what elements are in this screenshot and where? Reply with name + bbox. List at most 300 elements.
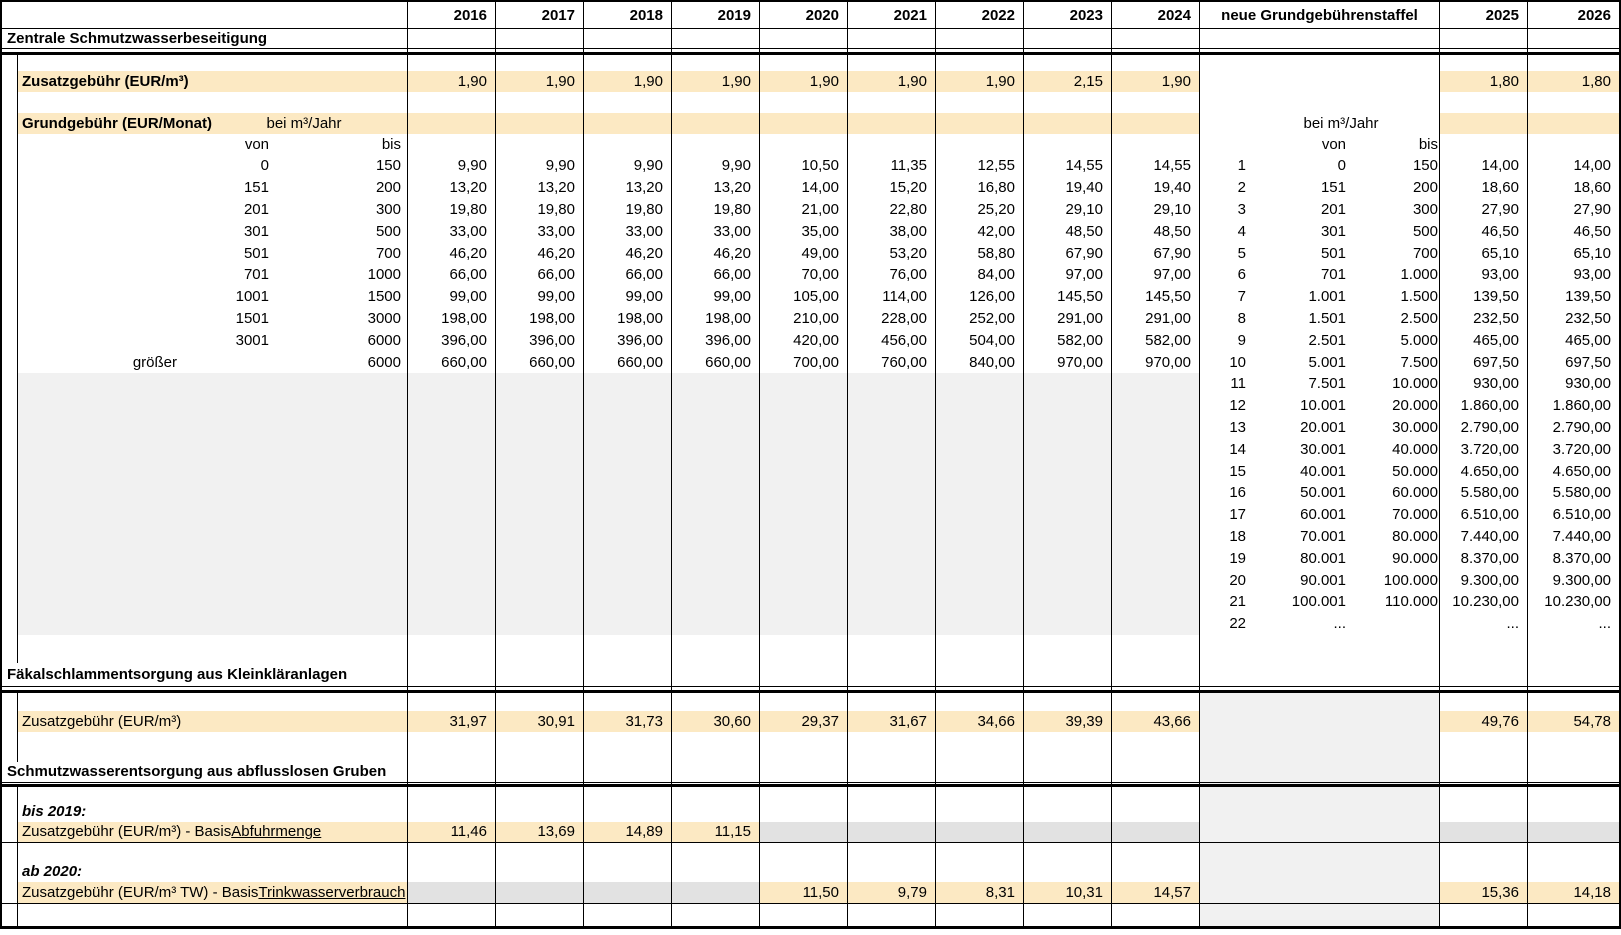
value-cell: 65,10 xyxy=(1440,242,1528,264)
empty-cell xyxy=(672,460,760,482)
empty-cell xyxy=(1112,417,1200,439)
staffel-cell xyxy=(1200,220,1440,242)
value-cell: 65,10 xyxy=(1573,244,1611,262)
value-cell: 14,18 xyxy=(1528,882,1619,903)
empty-cell xyxy=(936,904,1024,926)
empty-cell xyxy=(936,526,1024,548)
label-inner xyxy=(1200,113,1439,134)
empty-cell xyxy=(496,113,584,134)
range-from: 1001 xyxy=(235,288,269,306)
empty-cell xyxy=(496,787,584,802)
empty-cell xyxy=(760,904,848,926)
value-cell: 1,90 xyxy=(760,71,848,92)
tier-row xyxy=(2,504,1619,526)
label-inner xyxy=(18,286,407,308)
range-header-row xyxy=(2,134,1619,155)
empty-cell xyxy=(584,635,672,663)
empty-cell xyxy=(672,92,760,113)
value-cell: 11,50 xyxy=(760,882,848,903)
tier-row xyxy=(2,373,1619,395)
label-inner xyxy=(18,460,407,482)
empty-cell xyxy=(936,732,1024,762)
inactive-cell xyxy=(936,822,1024,842)
value-cell: 14,00 xyxy=(1573,157,1611,175)
tier-row xyxy=(2,199,1619,221)
label-inner xyxy=(1200,286,1439,308)
empty-cell xyxy=(936,55,1024,71)
staffel-cell xyxy=(1200,113,1440,134)
range-to: 3000 xyxy=(367,309,401,327)
empty-cell xyxy=(496,591,584,613)
empty-cell xyxy=(672,569,760,591)
empty-cell xyxy=(1200,92,1440,113)
empty-cell xyxy=(848,862,936,882)
empty-cell xyxy=(1440,29,1528,48)
empty-cell xyxy=(848,460,936,482)
empty-cell xyxy=(672,113,760,134)
empty-cell xyxy=(496,762,584,782)
year-header: 2019 xyxy=(672,2,760,28)
empty-cell xyxy=(408,693,496,711)
empty-cell xyxy=(848,417,936,439)
empty-cell xyxy=(760,862,848,882)
value-cell: 1.860,00 xyxy=(1552,397,1611,415)
label-cell xyxy=(2,862,408,882)
range-to: 1.500 xyxy=(1400,288,1438,306)
value-cell: 1,90 xyxy=(672,71,760,92)
empty-cell xyxy=(936,613,1024,635)
empty-cell xyxy=(1440,663,1528,686)
empty-cell xyxy=(936,49,1024,52)
value-cell: 46,20 xyxy=(672,242,760,264)
range-to: 300 xyxy=(375,200,401,218)
empty-cell xyxy=(1200,882,1440,903)
label-inner xyxy=(1200,242,1439,264)
empty-cell xyxy=(1112,613,1200,635)
blank-row xyxy=(2,92,1619,113)
empty-cell xyxy=(584,134,672,155)
value-cell: 29,37 xyxy=(760,711,848,732)
year-header: 2024 xyxy=(1112,2,1200,28)
tier-row xyxy=(2,308,1619,330)
empty-cell xyxy=(496,687,584,690)
value-cell: 66,00 xyxy=(408,264,496,286)
empty-cell xyxy=(672,29,760,48)
empty-cell xyxy=(1200,843,1440,862)
empty-cell xyxy=(760,802,848,822)
empty-cell xyxy=(584,843,672,862)
empty-cell xyxy=(496,663,584,686)
empty-cell xyxy=(672,438,760,460)
value-cell: 700,00 xyxy=(760,351,848,373)
empty-cell xyxy=(408,55,496,71)
fee-row xyxy=(2,822,1619,843)
empty-cell xyxy=(1112,687,1200,690)
value-cell: 99,00 xyxy=(496,286,584,308)
value-cell: 1,90 xyxy=(936,71,1024,92)
label-cell xyxy=(2,843,408,862)
empty-cell xyxy=(408,460,496,482)
empty-cell xyxy=(672,526,760,548)
empty-cell xyxy=(496,482,584,504)
empty-cell xyxy=(1440,134,1528,155)
range-to: 700 xyxy=(375,244,401,262)
empty-cell xyxy=(1440,787,1528,802)
range-from: 1501 xyxy=(235,309,269,327)
empty-cell xyxy=(1112,762,1200,782)
empty-cell xyxy=(1112,635,1200,663)
empty-cell xyxy=(1200,693,1440,711)
staffel-cell xyxy=(1200,591,1440,613)
tier-number: 9 xyxy=(1237,331,1246,349)
range-to: 70.000 xyxy=(1392,506,1438,524)
range-to: 200 xyxy=(375,179,401,197)
section-title: Fäkalschlammentsorgung aus Kleinkläranlagen xyxy=(7,665,348,683)
empty-cell xyxy=(1024,29,1112,48)
value-cell: 99,00 xyxy=(584,286,672,308)
empty-cell xyxy=(936,92,1024,113)
value-cell: 9,90 xyxy=(672,155,760,177)
value-cell: 126,00 xyxy=(936,286,1024,308)
value-cell: 19,80 xyxy=(408,199,496,221)
empty-cell xyxy=(848,663,936,686)
label-inner xyxy=(1200,177,1439,199)
label-inner xyxy=(18,134,407,155)
empty-cell xyxy=(848,134,936,155)
value-cell: 16,80 xyxy=(936,177,1024,199)
empty-cell xyxy=(760,732,848,762)
tier-number: 22 xyxy=(1229,615,1246,633)
empty-cell xyxy=(1112,504,1200,526)
range-from xyxy=(181,351,283,373)
label-cell xyxy=(2,134,408,155)
empty-cell xyxy=(584,29,672,48)
empty-cell xyxy=(408,134,496,155)
label-cell xyxy=(2,308,408,330)
range-from: 1.501 xyxy=(1308,309,1346,327)
tier-row xyxy=(2,351,1619,373)
empty-cell xyxy=(408,438,496,460)
blank-row xyxy=(2,635,1619,663)
value-cell: 46,20 xyxy=(584,242,672,264)
empty-cell xyxy=(848,55,936,71)
range-from: 100.001 xyxy=(1291,593,1346,611)
empty-cell xyxy=(1024,732,1112,762)
empty-cell xyxy=(848,482,936,504)
empty-cell xyxy=(1200,49,1440,52)
label-cell xyxy=(2,220,408,242)
value-cell: 13,20 xyxy=(584,177,672,199)
empty-cell xyxy=(848,547,936,569)
range-to: 500 xyxy=(375,222,401,240)
period-label: ab 2020: xyxy=(22,863,83,881)
fee-label-underlined: Abfuhrmenge xyxy=(231,823,322,841)
empty-cell xyxy=(1528,787,1619,802)
value-cell: 8,31 xyxy=(936,882,1024,903)
empty-cell xyxy=(496,526,584,548)
empty-cell xyxy=(1440,49,1528,52)
range-from: 50.001 xyxy=(1300,484,1346,502)
empty-cell xyxy=(1024,92,1112,113)
empty-cell xyxy=(672,783,760,784)
empty-cell xyxy=(1112,732,1200,762)
range-to: 50.000 xyxy=(1392,462,1438,480)
value-cell: 5.580,00 xyxy=(1552,484,1611,502)
empty-cell xyxy=(408,526,496,548)
empty-cell xyxy=(1024,862,1112,882)
empty-cell xyxy=(584,687,672,690)
value-cell: 27,90 xyxy=(1573,200,1611,218)
value-cell: 504,00 xyxy=(936,329,1024,351)
label-cell xyxy=(2,373,408,395)
value-cell: 697,50 xyxy=(1440,351,1528,373)
value-cell: 33,00 xyxy=(584,220,672,242)
value-cell: 48,50 xyxy=(1112,220,1200,242)
empty-cell xyxy=(1112,787,1200,802)
empty-cell xyxy=(672,843,760,862)
empty-cell xyxy=(760,663,848,686)
value-cell: 7.440,00 xyxy=(1440,526,1528,548)
label-inner xyxy=(1200,395,1439,417)
label-cell xyxy=(2,460,408,482)
label-inner xyxy=(18,351,407,373)
empty-cell xyxy=(936,663,1024,686)
value-cell: 93,00 xyxy=(1440,264,1528,286)
empty-cell xyxy=(1112,862,1200,882)
value-cell: 9.300,00 xyxy=(1440,569,1528,591)
empty-cell xyxy=(1112,49,1200,52)
value-cell: 33,00 xyxy=(408,220,496,242)
value-cell: 29,10 xyxy=(1112,199,1200,221)
value-cell: 14,89 xyxy=(584,822,672,842)
range-to: 40.000 xyxy=(1392,440,1438,458)
empty-cell xyxy=(1200,787,1440,802)
label-inner xyxy=(1200,547,1439,569)
value-cell: 2.790,00 xyxy=(1440,417,1528,439)
empty-cell xyxy=(1024,482,1112,504)
empty-cell xyxy=(496,613,584,635)
label-cell xyxy=(2,732,408,762)
empty-cell xyxy=(760,687,848,690)
empty-cell xyxy=(584,395,672,417)
empty-cell xyxy=(408,417,496,439)
range-to: 6000 xyxy=(367,331,401,349)
empty-cell xyxy=(760,482,848,504)
tier-row xyxy=(2,569,1619,591)
value-cell: 97,00 xyxy=(1112,264,1200,286)
empty-cell xyxy=(584,569,672,591)
value-cell: 760,00 xyxy=(848,351,936,373)
value-cell: 10.230,00 xyxy=(1440,591,1528,613)
empty-cell xyxy=(584,113,672,134)
value-cell: 232,50 xyxy=(1565,309,1611,327)
empty-cell xyxy=(936,547,1024,569)
inactive-cell xyxy=(496,882,584,903)
value-cell: 291,00 xyxy=(1112,308,1200,330)
empty-cell xyxy=(408,569,496,591)
empty-cell xyxy=(1200,635,1440,663)
empty-cell xyxy=(496,783,584,784)
label-cell xyxy=(2,71,408,92)
empty-cell xyxy=(760,438,848,460)
fee-label-underlined: Trinkwasserverbrauch xyxy=(258,883,406,901)
empty-cell xyxy=(1200,687,1440,690)
label-cell xyxy=(2,155,408,177)
empty-cell xyxy=(1024,904,1112,926)
tier-row xyxy=(2,286,1619,308)
range-to: 1.000 xyxy=(1400,266,1438,284)
empty-cell xyxy=(848,29,936,48)
label-inner xyxy=(18,155,407,177)
label-cell xyxy=(2,663,408,686)
tier-row xyxy=(2,264,1619,286)
empty-cell xyxy=(848,438,936,460)
staffel-cell xyxy=(1200,373,1440,395)
value-cell: 1,90 xyxy=(584,71,672,92)
label-cell xyxy=(2,242,408,264)
empty-cell xyxy=(408,92,496,113)
empty-cell xyxy=(408,862,496,882)
empty-cell xyxy=(1112,783,1200,784)
empty-cell xyxy=(1440,693,1528,711)
empty-cell xyxy=(408,843,496,862)
blank-row xyxy=(2,843,1619,862)
range-to: 60.000 xyxy=(1392,484,1438,502)
label-cell xyxy=(2,286,408,308)
empty-cell xyxy=(848,569,936,591)
range-from: 701 xyxy=(243,266,269,284)
empty-cell xyxy=(848,732,936,762)
empty-cell xyxy=(1024,438,1112,460)
spacer xyxy=(18,264,181,286)
label-inner xyxy=(1200,155,1439,177)
value-cell: 11,46 xyxy=(408,822,496,842)
value-cell: 930,00 xyxy=(1440,373,1528,395)
label-inner xyxy=(1200,264,1439,286)
empty-cell xyxy=(1024,417,1112,439)
staffel-cell xyxy=(1200,199,1440,221)
range-to: 7.500 xyxy=(1400,353,1438,371)
empty-cell xyxy=(760,113,848,134)
staffel-cell xyxy=(1200,242,1440,264)
empty-cell xyxy=(848,687,936,690)
empty-cell xyxy=(760,55,848,71)
blank-row xyxy=(2,693,1619,711)
staffel-cell xyxy=(1200,286,1440,308)
empty-cell xyxy=(1112,547,1200,569)
label-cell xyxy=(2,29,408,48)
empty-cell xyxy=(672,904,760,926)
empty-cell xyxy=(584,460,672,482)
tier-number: 6 xyxy=(1237,266,1246,284)
label-inner xyxy=(18,199,407,221)
label-cell xyxy=(2,569,408,591)
label-cell xyxy=(2,882,408,903)
empty-cell xyxy=(496,29,584,48)
value-cell: 2,15 xyxy=(1024,71,1112,92)
empty-cell xyxy=(760,693,848,711)
column-header-row xyxy=(2,2,1619,29)
fee-row xyxy=(2,711,1619,732)
staffel-cell xyxy=(1200,395,1440,417)
empty-cell xyxy=(1024,613,1112,635)
empty-cell xyxy=(408,687,496,690)
staffel-cell xyxy=(1200,460,1440,482)
section-title: Schmutzwasserentsorgung aus abflusslosen Gruben xyxy=(7,763,387,781)
empty-cell xyxy=(936,438,1024,460)
empty-cell xyxy=(584,504,672,526)
value-cell: 396,00 xyxy=(584,329,672,351)
empty-cell xyxy=(408,373,496,395)
empty-cell xyxy=(1528,693,1619,711)
value-cell: 697,50 xyxy=(1565,353,1611,371)
label-cell xyxy=(2,417,408,439)
value-cell: 930,00 xyxy=(1565,375,1611,393)
staffel-cell xyxy=(1200,329,1440,351)
label-inner xyxy=(18,71,407,92)
empty-cell xyxy=(1112,92,1200,113)
empty-cell xyxy=(1112,482,1200,504)
empty-cell xyxy=(936,591,1024,613)
empty-cell xyxy=(936,843,1024,862)
value-cell: 139,50 xyxy=(1440,286,1528,308)
label-inner xyxy=(18,822,407,842)
year-header: 2018 xyxy=(584,2,672,28)
staffel-cell xyxy=(1200,613,1440,635)
value-cell: 6.510,00 xyxy=(1440,504,1528,526)
empty-cell xyxy=(584,613,672,635)
empty-cell xyxy=(848,395,936,417)
label-cell xyxy=(2,438,408,460)
empty-cell xyxy=(760,417,848,439)
empty-cell xyxy=(1440,732,1528,762)
empty-cell xyxy=(1024,547,1112,569)
label-inner xyxy=(1200,460,1439,482)
label-cell xyxy=(2,482,408,504)
range-to: 20.000 xyxy=(1392,397,1438,415)
empty-cell xyxy=(1200,663,1440,686)
empty-cell xyxy=(1112,113,1200,134)
empty-cell xyxy=(584,693,672,711)
fee-row xyxy=(2,71,1619,92)
value-cell: 14,57 xyxy=(1112,882,1200,903)
value-cell: 198,00 xyxy=(584,308,672,330)
empty-cell xyxy=(936,417,1024,439)
label-inner xyxy=(1200,134,1439,155)
range-from: 0 xyxy=(260,157,269,175)
tier-row xyxy=(2,591,1619,613)
range-to: 300 xyxy=(1412,200,1438,218)
empty-cell xyxy=(848,802,936,822)
empty-cell xyxy=(848,373,936,395)
empty-cell xyxy=(1112,843,1200,862)
value-cell: 1.860,00 xyxy=(1440,395,1528,417)
empty-cell xyxy=(1112,526,1200,548)
empty-cell xyxy=(1024,373,1112,395)
value-cell: 10.230,00 xyxy=(1544,593,1611,611)
empty-cell xyxy=(936,460,1024,482)
value-cell: 19,80 xyxy=(584,199,672,221)
value-cell: 7.440,00 xyxy=(1552,527,1611,545)
range-from: 201 xyxy=(1320,200,1346,218)
empty-cell xyxy=(1200,822,1440,842)
empty-cell xyxy=(760,591,848,613)
tier-number: 17 xyxy=(1229,506,1246,524)
empty-cell xyxy=(1440,783,1528,784)
range-from: 10.001 xyxy=(1300,397,1346,415)
empty-cell xyxy=(1112,395,1200,417)
tier-row xyxy=(2,438,1619,460)
